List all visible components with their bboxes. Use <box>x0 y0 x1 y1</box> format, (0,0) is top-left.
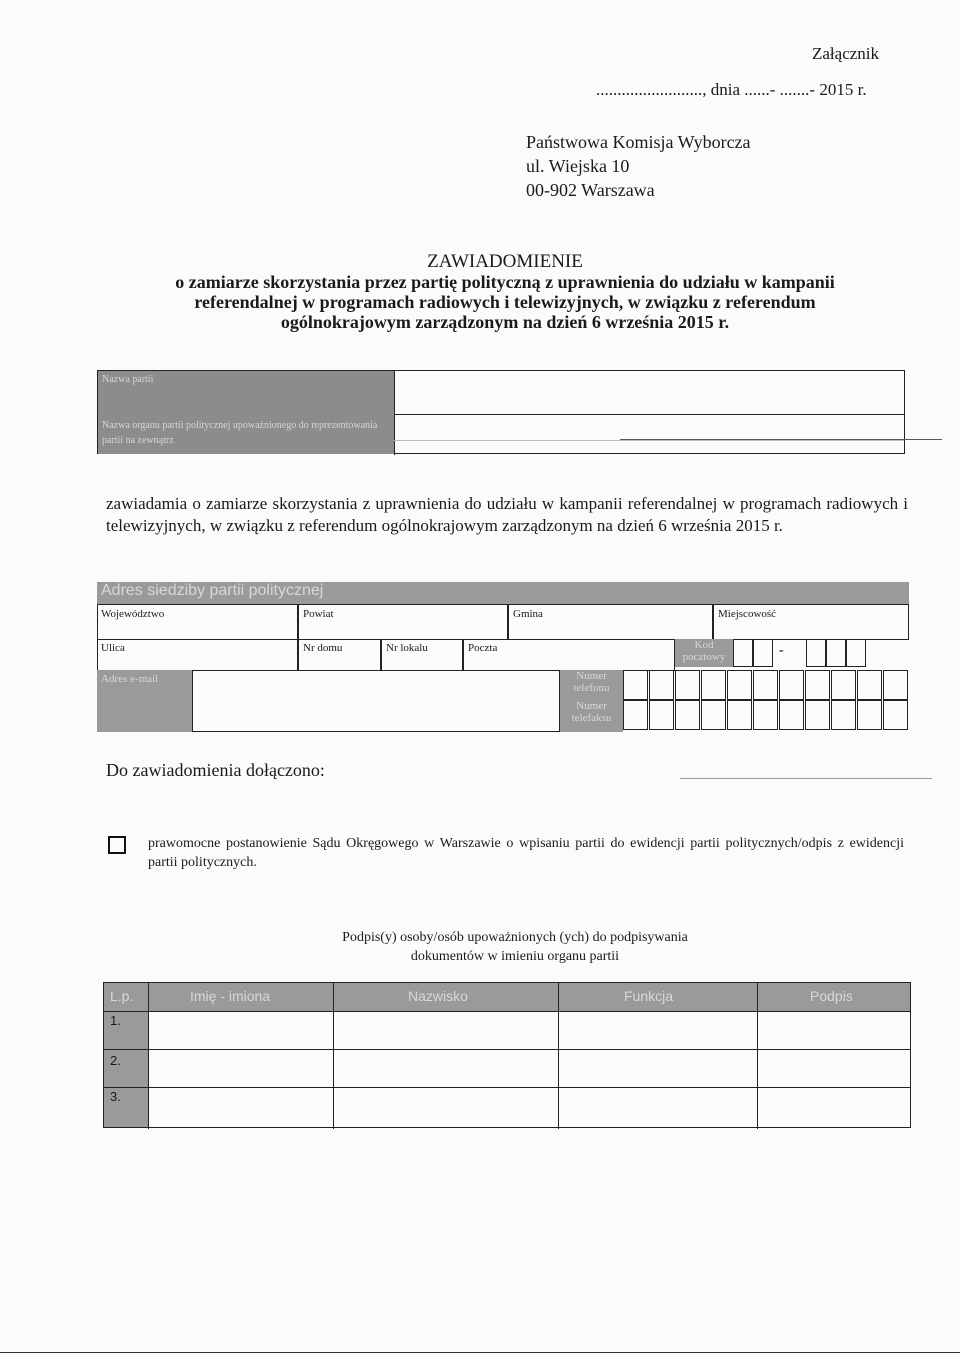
row-div-header <box>104 1011 910 1012</box>
phone-digit-box[interactable] <box>675 670 700 700</box>
phone-digit-box[interactable] <box>623 670 648 700</box>
address-row-1 <box>97 604 909 640</box>
row1-div-a <box>297 604 299 640</box>
phone-digit-box[interactable] <box>649 670 674 700</box>
postal-box-2[interactable] <box>753 639 773 667</box>
row1-div-b <box>507 604 509 640</box>
row-div-1 <box>104 1049 910 1050</box>
phone-digit-box[interactable] <box>831 670 856 700</box>
header-signature: Podpis <box>810 988 853 1004</box>
row-number-1: 1. <box>110 1013 121 1028</box>
phone-digit-box[interactable] <box>779 670 804 700</box>
recipient-name: Państwowa Komisja Wyborcza <box>526 132 751 152</box>
title-heading: ZAWIADOMIENIE <box>427 251 583 272</box>
fax-digit-box[interactable] <box>753 700 778 730</box>
title-line-3: ogólnokrajowym zarządzonym na dzień 6 września 2015 r. <box>280 312 730 332</box>
row-number-2: 2. <box>110 1053 121 1068</box>
scan-line-2 <box>680 778 932 779</box>
fax-digit-box[interactable] <box>857 700 882 730</box>
recipient-street: ul. Wiejska 10 <box>526 156 630 176</box>
fax-digit-box[interactable] <box>779 700 804 730</box>
row2-div-c <box>462 639 464 671</box>
col-div-1 <box>148 983 149 1129</box>
row2-div-b <box>380 639 382 671</box>
title-line-2: referendalnej w programach radiowych i telewizyjnych, w związku z referendum <box>194 292 816 312</box>
header-lp: L.p. <box>110 988 134 1004</box>
fax-digit-box[interactable] <box>831 700 856 730</box>
attachment-item-text: prawomocne postanowienie Sądu Okręgowego w Warszawie o wpisaniu partii do ewidencji partii politycznych/odpis z ewidencji partii politycznych. <box>148 836 904 870</box>
postal-dash: - <box>779 643 784 658</box>
col-div-3 <box>558 983 559 1129</box>
street-label: Ulica <box>101 642 125 654</box>
signatures-title <box>300 928 730 966</box>
phone-digit-box[interactable] <box>701 670 726 700</box>
signatures-header-row <box>104 983 910 1011</box>
row-number-3: 3. <box>110 1089 121 1104</box>
row2-div-a <box>297 639 299 671</box>
phone-digit-box[interactable] <box>883 670 908 700</box>
house-no-label: Nr domu <box>303 642 343 654</box>
party-name-label: Nazwa partii <box>98 371 394 415</box>
lp-column-shade <box>104 1011 148 1127</box>
recipient-address <box>526 130 751 202</box>
phone-digit-box[interactable] <box>857 670 882 700</box>
party-faint-line <box>394 440 904 441</box>
attachment-label: Załącznik <box>812 44 880 63</box>
party-row-divider <box>394 414 904 415</box>
signatures-title-line-2: dokumentów w imieniu organu partii <box>410 949 620 964</box>
postal-box-4[interactable] <box>826 639 846 667</box>
page-bottom-edge <box>0 1352 960 1353</box>
county-label: Powiat <box>303 608 334 620</box>
fax-digit-box[interactable] <box>883 700 908 730</box>
statement-text: zawiadamia o zamiarze skorzystania z uprawnienia do udziału w kampanii referendalnej w programach radiowych i telewizyjnych, w związku z referendum ogólnokrajowym zarządzonym na dzień 6 września 2015 r. <box>106 494 908 535</box>
flat-no-label: Nr lokalu <box>386 642 428 654</box>
signatures-table <box>103 982 911 1128</box>
fax-label: Numer telefaksu <box>560 700 623 732</box>
postal-box-5[interactable] <box>846 639 866 667</box>
date-line: ........................., dnia ......- .......- 2015 r. <box>596 80 867 99</box>
email-label-cell <box>97 670 192 732</box>
party-organ-label: Nazwa organu partii politycznej upoważnionego do reprezentowania partii na zewnątrz <box>98 415 394 454</box>
fax-digit-box[interactable] <box>623 700 648 730</box>
phone-digit-box[interactable] <box>753 670 778 700</box>
postal-box-3[interactable] <box>806 639 826 667</box>
phone-digit-box[interactable] <box>805 670 830 700</box>
title-line-1: o zamiarze skorzystania przez partię polityczną z uprawnienia do udziału w kampanii <box>175 272 835 292</box>
town-label: Miejscowość <box>718 608 777 620</box>
fax-digit-box[interactable] <box>675 700 700 730</box>
email-field[interactable] <box>192 670 560 732</box>
attachment-checkbox[interactable] <box>108 836 126 854</box>
row1-div-c <box>712 604 714 640</box>
email-label: Adres e-mail <box>101 673 159 685</box>
fax-digit-box[interactable] <box>805 700 830 730</box>
party-table <box>97 370 905 454</box>
col-div-2 <box>333 983 334 1129</box>
commune-label: Gmina <box>513 608 543 620</box>
voivodeship-label: Województwo <box>101 608 165 620</box>
document-title <box>100 252 910 332</box>
row-div-2 <box>104 1087 910 1088</box>
scan-line <box>620 439 942 440</box>
header-function: Funkcja <box>624 988 674 1004</box>
col-div-4 <box>757 983 758 1129</box>
postal-box-1[interactable] <box>733 639 753 667</box>
signatures-title-line-1: Podpis(y) osoby/osób upoważnionych (ych) do podpisywania <box>342 930 688 945</box>
recipient-city: 00-902 Warszawa <box>526 180 655 200</box>
phone-digit-box[interactable] <box>727 670 752 700</box>
phone-label: Numer telefonu <box>560 670 623 700</box>
postal-code-label: Kod pocztowy <box>675 639 733 667</box>
address-table <box>97 582 909 732</box>
fax-digit-box[interactable] <box>727 700 752 730</box>
party-divider <box>394 371 395 455</box>
address-title: Adres siedziby partii politycznej <box>97 582 909 604</box>
post-office-label: Poczta <box>468 642 498 654</box>
fax-digit-box[interactable] <box>649 700 674 730</box>
fax-digit-box[interactable] <box>701 700 726 730</box>
attachments-title: Do zawiadomienia dołączono: <box>106 760 325 780</box>
header-first-names: Imię - imiona <box>190 988 271 1004</box>
header-surname: Nazwisko <box>408 988 468 1004</box>
